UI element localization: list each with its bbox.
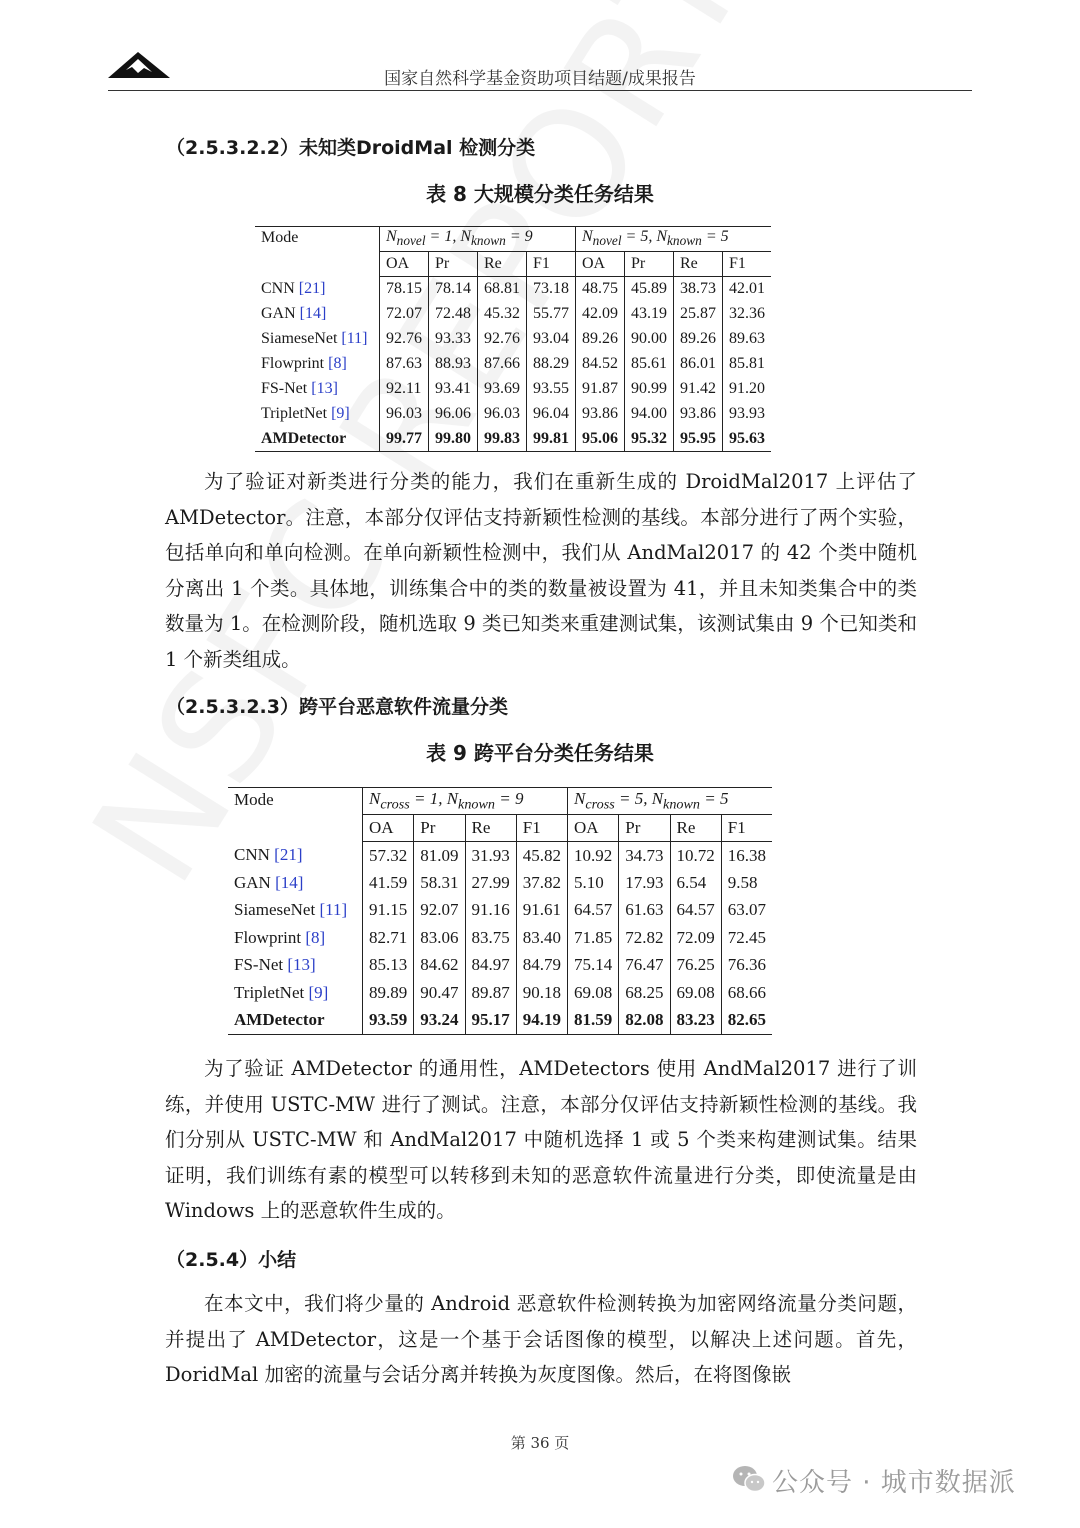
group2-mid: = 5, N bbox=[621, 228, 668, 246]
table9-caption: 表 9 跨平台分类任务结果 bbox=[426, 741, 654, 765]
table8-caption: 表 8 大规模分类任务结果 bbox=[426, 182, 654, 206]
table-cell: 96.03 bbox=[478, 402, 527, 427]
table-cell: 68.66 bbox=[727, 982, 766, 1002]
group2-end: = 5 bbox=[701, 228, 729, 246]
table-cell: 64.57 bbox=[568, 897, 619, 925]
table-cell: 73.18 bbox=[527, 277, 576, 302]
table-cell: 45.89 bbox=[625, 277, 674, 302]
table-row bbox=[228, 869, 772, 897]
method-label: TripletNet bbox=[261, 405, 328, 422]
table-cell: 94.19 bbox=[516, 1007, 567, 1035]
table-cell: 81.09 bbox=[414, 842, 465, 870]
table-cell: 93.55 bbox=[527, 377, 576, 402]
citation-link[interactable]: [13] bbox=[311, 380, 338, 397]
table9-col-header: F1 bbox=[721, 815, 772, 842]
table-cell: 68.25 bbox=[619, 979, 670, 1007]
table-cell: 91.42 bbox=[674, 377, 723, 402]
table-cell: 89.87 bbox=[465, 979, 516, 1007]
row-method-name bbox=[255, 377, 380, 402]
table-cell: 82.65 bbox=[721, 1007, 772, 1035]
table-cell: 95.06 bbox=[576, 427, 625, 452]
table-cell: 25.87 bbox=[674, 302, 723, 327]
method-label: GAN bbox=[234, 872, 271, 892]
table-cell: 72.45 bbox=[727, 927, 766, 947]
table-cell: 10.72 bbox=[670, 842, 721, 870]
table-cell: 84.52 bbox=[576, 352, 625, 377]
table-cell: 90.00 bbox=[625, 327, 674, 352]
citation-link[interactable]: [11] bbox=[341, 330, 368, 347]
citation-link[interactable]: [9] bbox=[308, 982, 329, 1002]
table-cell: 99.81 bbox=[527, 427, 576, 452]
table-row bbox=[228, 842, 772, 870]
method-label: FS-Net bbox=[261, 380, 308, 397]
table-cell: 83.23 bbox=[670, 1007, 721, 1035]
table-cell: 90.99 bbox=[625, 377, 674, 402]
table-cell: 45.32 bbox=[478, 302, 527, 327]
table-cell: 84.79 bbox=[516, 952, 567, 980]
table-cell: 34.73 bbox=[619, 842, 670, 870]
method-label: FS-Net bbox=[234, 955, 284, 975]
table9 bbox=[228, 787, 772, 1035]
section-heading-unknown-class: （2.5.3.2.2）未知类DroidMal 检测分类 bbox=[166, 137, 536, 159]
table-cell: 84.62 bbox=[414, 952, 465, 980]
table8 bbox=[255, 226, 771, 452]
paragraph-text: 为了验证对新类进行分类的能力，我们在重新生成的 DroidMal2017 上评估了 AMDetector。注意，本部分仅评估支持新颖性检测的基线。本部分进行了两个实验，包括单向和单向检测。在单向新颖性检测中，我们从 AndMal2017 的 42 个类中随机分离出 1 个类。具体地，训练集合中的类的数量被设置为 41，并且未知类集合中的类数量为 1。在检测阶段，随机选取 9 类已知类来重建测试集，该测试集由 9 个已知类和 1 个新类组成。 bbox=[165, 470, 917, 671]
table-row bbox=[228, 1007, 772, 1035]
page-number: 第 36 页 bbox=[510, 1434, 570, 1452]
table-cell: 57.32 bbox=[363, 842, 414, 870]
table-cell: 43.19 bbox=[625, 302, 674, 327]
t9-group1-mid: = 1, N bbox=[409, 788, 459, 808]
method-label: Flowprint bbox=[261, 355, 325, 372]
row-method-name bbox=[228, 842, 363, 870]
table8-col-header: F1 bbox=[723, 252, 772, 277]
table9-col-header: Pr bbox=[414, 815, 465, 842]
table-cell: 93.41 bbox=[429, 377, 478, 402]
table-cell: 72.48 bbox=[429, 302, 478, 327]
citation-link[interactable]: [21] bbox=[298, 280, 326, 297]
table-row bbox=[255, 402, 771, 427]
table-cell: 63.07 bbox=[727, 900, 766, 920]
table-cell: 99.83 bbox=[478, 427, 527, 452]
table-cell: 96.03 bbox=[380, 402, 429, 427]
table9-col-header: Re bbox=[465, 815, 516, 842]
row-method-name bbox=[255, 402, 380, 427]
table-cell: 89.63 bbox=[729, 330, 765, 347]
row-method-name bbox=[228, 869, 363, 897]
table-cell: 72.07 bbox=[380, 302, 429, 327]
table9-col-header: Re bbox=[670, 815, 721, 842]
paragraph-summary bbox=[165, 1286, 917, 1393]
table-cell: 91.87 bbox=[576, 377, 625, 402]
paragraph-cross-platform bbox=[165, 1051, 917, 1229]
table8-col-header: OA bbox=[576, 252, 625, 277]
row-method-name bbox=[255, 277, 380, 302]
table9-col-header: OA bbox=[363, 815, 414, 842]
group2-n: N bbox=[582, 228, 593, 246]
table-cell: 90.47 bbox=[414, 979, 465, 1007]
table-cell: 87.66 bbox=[478, 352, 527, 377]
table-cell: 64.57 bbox=[670, 897, 721, 925]
section-heading-cross-platform: （2.5.3.2.3）跨平台恶意软件流量分类 bbox=[166, 696, 508, 718]
header-divider bbox=[108, 90, 972, 91]
table-cell: 48.75 bbox=[576, 277, 625, 302]
table-cell: 45.82 bbox=[516, 842, 567, 870]
table-row bbox=[228, 924, 772, 952]
table-cell: 93.93 bbox=[729, 405, 765, 422]
table-cell: 27.99 bbox=[465, 869, 516, 897]
table-cell: 58.31 bbox=[414, 869, 465, 897]
table-cell: 85.61 bbox=[625, 352, 674, 377]
table-cell: 85.13 bbox=[363, 952, 414, 980]
citation-link[interactable]: [8] bbox=[305, 927, 326, 947]
table-cell: 96.04 bbox=[527, 402, 576, 427]
table-cell: 85.81 bbox=[729, 355, 765, 372]
table-cell: 16.38 bbox=[727, 845, 766, 865]
table-cell: 89.89 bbox=[363, 979, 414, 1007]
table-cell: 78.15 bbox=[380, 277, 429, 302]
table-cell: 91.16 bbox=[465, 897, 516, 925]
t9-group2-n: N bbox=[574, 788, 586, 808]
table-cell: 90.18 bbox=[516, 979, 567, 1007]
paragraph-novel-class bbox=[165, 464, 917, 677]
method-label: CNN bbox=[261, 280, 295, 297]
t9-group2-end: = 5 bbox=[700, 788, 729, 808]
table-row bbox=[255, 427, 771, 452]
table9-col-header: OA bbox=[568, 815, 619, 842]
table-cell: 93.24 bbox=[414, 1007, 465, 1035]
table-cell: 72.09 bbox=[670, 924, 721, 952]
row-method-name bbox=[228, 952, 363, 980]
table-row bbox=[228, 897, 772, 925]
table-cell: 93.33 bbox=[429, 327, 478, 352]
table-cell: 92.76 bbox=[380, 327, 429, 352]
paragraph-text: 为了验证 AMDetector 的通用性，AMDetectors 使用 AndMal2017 进行了训练，并使用 USTC-MW 进行了测试。注意，本部分仅评估支持新颖性检测的基线。我们分别从 USTC-MW 和 AndMal2017 中随机选择 1 或 5 个类来构建测试集。结果证明，我们训练有素的模型可以转移到未知的恶意软件流量进行分类，即使流量是由 Windows 上的恶意软件生成的。 bbox=[165, 1057, 917, 1222]
table-cell: 55.77 bbox=[527, 302, 576, 327]
table-cell: 95.95 bbox=[674, 427, 723, 452]
table9-mode-header: Mode bbox=[228, 788, 363, 842]
citation-link[interactable]: [14] bbox=[299, 305, 327, 322]
table-cell: 37.82 bbox=[516, 869, 567, 897]
table-cell: 68.81 bbox=[478, 277, 527, 302]
row-method-name bbox=[228, 897, 363, 925]
table-cell: 72.82 bbox=[619, 924, 670, 952]
table-cell: 99.77 bbox=[380, 427, 429, 452]
table8-group2-header bbox=[576, 227, 772, 252]
table-cell: 84.97 bbox=[465, 952, 516, 980]
table-cell: 38.73 bbox=[674, 277, 723, 302]
method-label: TripletNet bbox=[234, 982, 305, 1002]
table9-col-header: Pr bbox=[619, 815, 670, 842]
table-row bbox=[255, 327, 771, 352]
t9-group1-end: = 9 bbox=[495, 788, 524, 808]
watermark-brand: 公众号 · 城市数据派 bbox=[772, 1468, 1016, 1498]
table-cell: 88.29 bbox=[527, 352, 576, 377]
table8-col-header: Re bbox=[478, 252, 527, 277]
row-method-name bbox=[228, 1007, 363, 1035]
table-cell: 61.63 bbox=[619, 897, 670, 925]
table9-col-header: F1 bbox=[516, 815, 567, 842]
t9-group2-sub-b: known bbox=[663, 796, 700, 813]
table-cell: 32.36 bbox=[729, 305, 765, 322]
group1-end: = 9 bbox=[505, 228, 533, 246]
table-cell: 93.59 bbox=[363, 1007, 414, 1035]
table-row bbox=[255, 377, 771, 402]
wechat-icon bbox=[732, 1464, 766, 1494]
table-row bbox=[228, 979, 772, 1007]
citation-link[interactable]: [8] bbox=[328, 355, 347, 372]
citation-link[interactable]: [9] bbox=[331, 405, 350, 422]
table-cell: 82.71 bbox=[363, 924, 414, 952]
t9-group1-sub-b: known bbox=[458, 796, 495, 813]
group1-mid: = 1, N bbox=[425, 228, 472, 246]
row-method-name bbox=[255, 327, 380, 352]
table-cell: 81.59 bbox=[568, 1007, 619, 1035]
table8-col-header: Pr bbox=[429, 252, 478, 277]
table-cell: 76.36 bbox=[727, 955, 766, 975]
table-cell: 76.47 bbox=[619, 952, 670, 980]
table-cell: 93.04 bbox=[527, 327, 576, 352]
t9-group2-sub-a: cross bbox=[585, 796, 615, 813]
table-cell: 83.75 bbox=[465, 924, 516, 952]
method-label: SiameseNet bbox=[234, 900, 316, 920]
table-cell: 42.01 bbox=[729, 280, 765, 298]
table-row bbox=[255, 302, 771, 327]
table-cell: 92.11 bbox=[380, 377, 429, 402]
method-label: Flowprint bbox=[234, 927, 302, 947]
table-cell: 89.26 bbox=[576, 327, 625, 352]
citation-link[interactable]: [11] bbox=[319, 900, 348, 920]
page-header-title: 国家自然科学基金资助项目结题/成果报告 bbox=[384, 69, 696, 89]
table-cell: 5.10 bbox=[568, 869, 619, 897]
group2-sub-b: known bbox=[667, 233, 702, 249]
method-label: GAN bbox=[261, 305, 296, 322]
group2-sub-a: novel bbox=[592, 233, 622, 249]
table-cell: 91.20 bbox=[729, 380, 765, 397]
table-cell: 94.00 bbox=[625, 402, 674, 427]
table-cell: 10.92 bbox=[568, 842, 619, 870]
table-row bbox=[228, 952, 772, 980]
table8-col-header: OA bbox=[380, 252, 429, 277]
row-method-name bbox=[255, 352, 380, 377]
row-method-name bbox=[255, 302, 380, 327]
table-cell: 83.06 bbox=[414, 924, 465, 952]
table-cell: 89.26 bbox=[674, 327, 723, 352]
row-method-name bbox=[228, 924, 363, 952]
table-cell: 87.63 bbox=[380, 352, 429, 377]
table-cell: 75.14 bbox=[568, 952, 619, 980]
table-cell: 42.09 bbox=[576, 302, 625, 327]
method-label: AMDetector bbox=[261, 429, 347, 447]
table-cell: 9.58 bbox=[727, 872, 758, 892]
group1-sub-b: known bbox=[471, 233, 506, 249]
citation-link[interactable]: [14] bbox=[275, 872, 304, 892]
group1-n: N bbox=[386, 228, 397, 246]
table8-col-header: Pr bbox=[625, 252, 674, 277]
table-cell: 88.93 bbox=[429, 352, 478, 377]
table-cell: 91.15 bbox=[363, 897, 414, 925]
citation-link[interactable]: [13] bbox=[287, 955, 316, 975]
table-cell: 76.25 bbox=[670, 952, 721, 980]
table-cell: 86.01 bbox=[674, 352, 723, 377]
method-label: SiameseNet bbox=[261, 330, 338, 347]
table-cell: 95.32 bbox=[625, 427, 674, 452]
table-cell: 92.07 bbox=[414, 897, 465, 925]
citation-link[interactable]: [21] bbox=[274, 845, 303, 865]
table-cell: 78.14 bbox=[429, 277, 478, 302]
table-cell: 99.80 bbox=[429, 427, 478, 452]
group1-sub-a: novel bbox=[396, 233, 426, 249]
table8-col-header: Re bbox=[674, 252, 723, 277]
row-method-name bbox=[255, 427, 380, 452]
table-cell: 6.54 bbox=[670, 869, 721, 897]
t9-group1-n: N bbox=[369, 788, 381, 808]
t9-group1-sub-a: cross bbox=[380, 796, 410, 813]
table8-mode-header: Mode bbox=[255, 227, 380, 277]
table-cell: 82.08 bbox=[619, 1007, 670, 1035]
table-cell: 93.86 bbox=[576, 402, 625, 427]
table-cell: 31.93 bbox=[465, 842, 516, 870]
table-cell: 93.69 bbox=[478, 377, 527, 402]
table-cell: 96.06 bbox=[429, 402, 478, 427]
table-cell: 95.17 bbox=[465, 1007, 516, 1035]
table-cell: 69.08 bbox=[670, 979, 721, 1007]
section-heading-summary: （2.5.4）小结 bbox=[166, 1249, 297, 1271]
table-cell: 17.93 bbox=[619, 869, 670, 897]
table-cell: 83.40 bbox=[516, 924, 567, 952]
table-cell: 91.61 bbox=[516, 897, 567, 925]
table-cell: 93.86 bbox=[674, 402, 723, 427]
table-cell: 92.76 bbox=[478, 327, 527, 352]
table8-group1-header bbox=[380, 227, 576, 252]
table9-group1-header bbox=[363, 788, 568, 815]
method-label: AMDetector bbox=[234, 1010, 325, 1029]
table-row bbox=[255, 352, 771, 377]
method-label: CNN bbox=[234, 845, 270, 865]
table-cell: 41.59 bbox=[363, 869, 414, 897]
table-row bbox=[255, 277, 771, 302]
table-cell: 71.85 bbox=[568, 924, 619, 952]
table-cell: 69.08 bbox=[568, 979, 619, 1007]
table8-col-header: F1 bbox=[527, 252, 576, 277]
table9-group2-header bbox=[568, 788, 773, 815]
paragraph-text: 在本文中，我们将少量的 Android 恶意软件检测转换为加密网络流量分类问题，并提出了 AMDetector，这是一个基于会话图像的模型，以解决上述问题。首先，DoridMal 加密的流量与会话分离并转换为灰度图像。然后，在将图像嵌 bbox=[165, 1292, 917, 1386]
t9-group2-mid: = 5, N bbox=[614, 788, 664, 808]
row-method-name bbox=[228, 979, 363, 1007]
table-cell: 95.63 bbox=[723, 427, 772, 452]
